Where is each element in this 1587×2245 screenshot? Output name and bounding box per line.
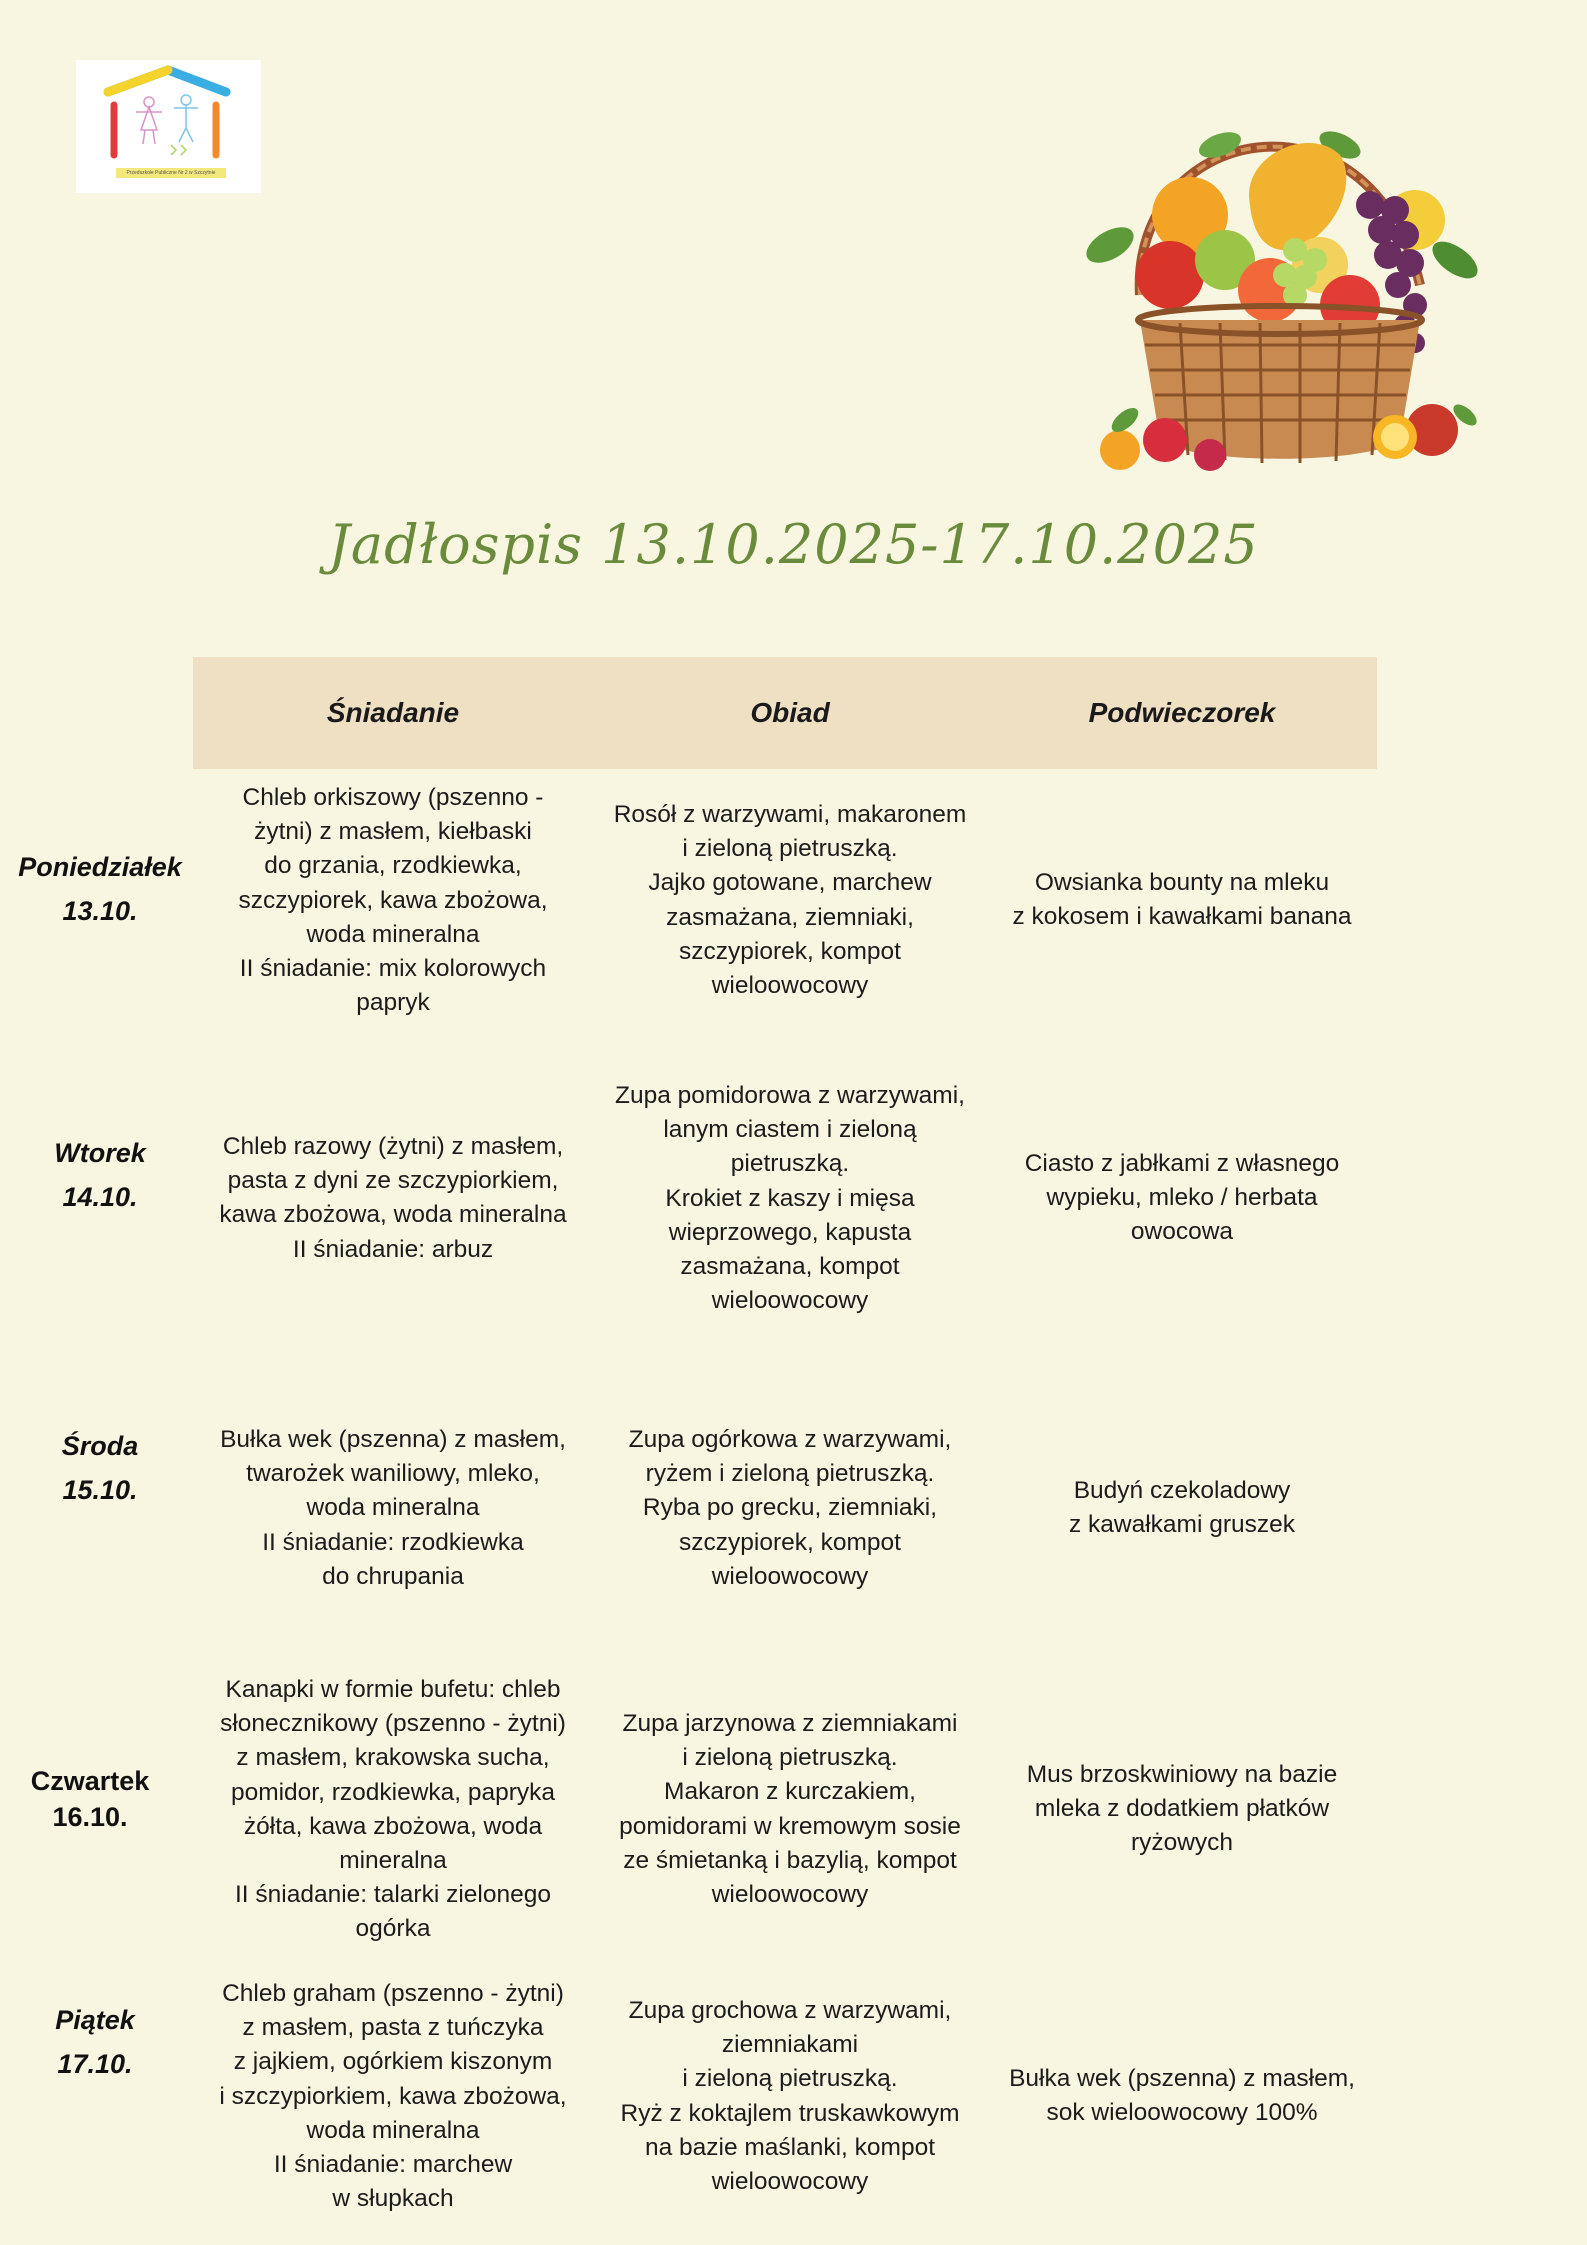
day-name: Piątek — [55, 2005, 135, 2035]
preschool-logo — [76, 60, 261, 193]
menu-cell-friday-snack: Bułka wek (pszenna) z masłem, sok wieloowocowy 100% — [1009, 2065, 1355, 2127]
menu-cell-tuesday-snack: Ciasto z jabłkami z własnego wypieku, mleko / herbata owocowa — [1024, 1150, 1340, 1246]
fruit-basket-image — [1070, 85, 1490, 495]
day-date: 16.10. — [52, 1802, 128, 1832]
column-header-snack: Podwieczorek — [1088, 697, 1276, 728]
day-label-monday — [0, 845, 200, 933]
day-label-tuesday — [0, 1131, 200, 1219]
day-date: 13.10. — [62, 896, 138, 926]
menu-cell-tuesday-breakfast: Chleb razowy (żytni) z masłem, pasta z dyni ze szczypiorkiem, kawa zbożowa, woda mineralna II śniadanie: arbuz — [219, 1133, 567, 1263]
menu-cell-thursday-snack: Mus brzoskwiniowy na bazie mleka z dodatkiem płatków ryżowych — [1026, 1761, 1338, 1857]
menu-cell-wednesday-lunch: Zupa ogórkowa z warzywami, ryżem i zieloną pietruszką. Ryba po grecku, ziemniaki, szczypiorek, kompot wieloowocowy — [628, 1426, 952, 1590]
day-label-friday — [0, 1998, 195, 2086]
page-title: Jadłospis 13.10.2025-17.10.2025 — [328, 513, 1259, 576]
day-name: Czwartek — [30, 1766, 150, 1796]
menu-cell-friday-breakfast: Chleb graham (pszenno - żytni) z masłem, pasta z tuńczyka z jajkiem, ogórkiem kiszonym i szczypiorkiem, kawa zbożowa, woda mineralna II śniadanie: marchew w słupkach — [219, 1980, 567, 2213]
day-label-wednesday — [0, 1424, 200, 1512]
logo-caption: Przedszkole Publiczne Nr 2 w Szczytnie — [116, 168, 226, 178]
menu-cell-wednesday-snack: Budyń czekoladowy z kawałkami gruszek — [1068, 1477, 1295, 1539]
menu-cell-tuesday-lunch: Zupa pomidorowa z warzywami, lanym ciastem i zieloną pietruszką. Krokiet z kaszy i mięsa wieprzowego, kapusta zasmażana, kompot wieloowocowy — [615, 1082, 965, 1315]
column-header-breakfast: Śniadanie — [326, 697, 460, 728]
menu-cell-thursday-lunch: Zupa jarzynowa z ziemniakami i zieloną pietruszką. Makaron z kurczakiem, pomidorami w kremowym sosie ze śmietanką i bazylią, kompot wieloowocowy — [619, 1710, 961, 1909]
day-name: Środa — [61, 1431, 139, 1461]
day-name: Poniedziałek — [18, 852, 182, 882]
menu-cell-friday-lunch: Zupa grochowa z warzywami, ziemniakami i zieloną pietruszką. Ryż z koktajlem truskawkowym na bazie maślanki, kompot wieloowocowy — [620, 1997, 960, 2196]
day-date: 17.10. — [57, 2049, 133, 2079]
menu-cell-monday-breakfast: Chleb orkiszowy (pszenno - żytni) z masłem, kiełbaski do grzania, rzodkiewka, szczypiorek, kawa zbożowa, woda mineralna II śniadanie: mix kolorowych papryk — [238, 784, 548, 1017]
day-label-thursday — [0, 1763, 190, 1835]
day-date: 14.10. — [62, 1182, 138, 1212]
menu-cell-wednesday-breakfast: Bułka wek (pszenna) z masłem, twarożek waniliowy, mleko, woda mineralna II śniadanie: rzodkiewka do chrupania — [220, 1426, 566, 1590]
menu-cell-thursday-breakfast: Kanapki w formie bufetu: chleb słonecznikowy (pszenno - żytni) z masłem, krakowska sucha, pomidor, rzodkiewka, papryka żółta, kawa zbożowa, woda mineralna II śniadanie: talarki zielonego ogórka — [220, 1676, 566, 1943]
column-header-lunch: Obiad — [750, 697, 830, 728]
menu-cell-monday-snack: Owsianka bounty na mleku z kokosem i kawałkami banana — [1012, 869, 1352, 931]
menu-cell-monday-lunch: Rosół z warzywami, makaronem i zieloną pietruszką. Jajko gotowane, marchew zasmażana, ziemniaki, szczypiorek, kompot wieloowocowy — [613, 801, 967, 1000]
day-date: 15.10. — [62, 1475, 138, 1505]
day-name: Wtorek — [54, 1138, 146, 1168]
